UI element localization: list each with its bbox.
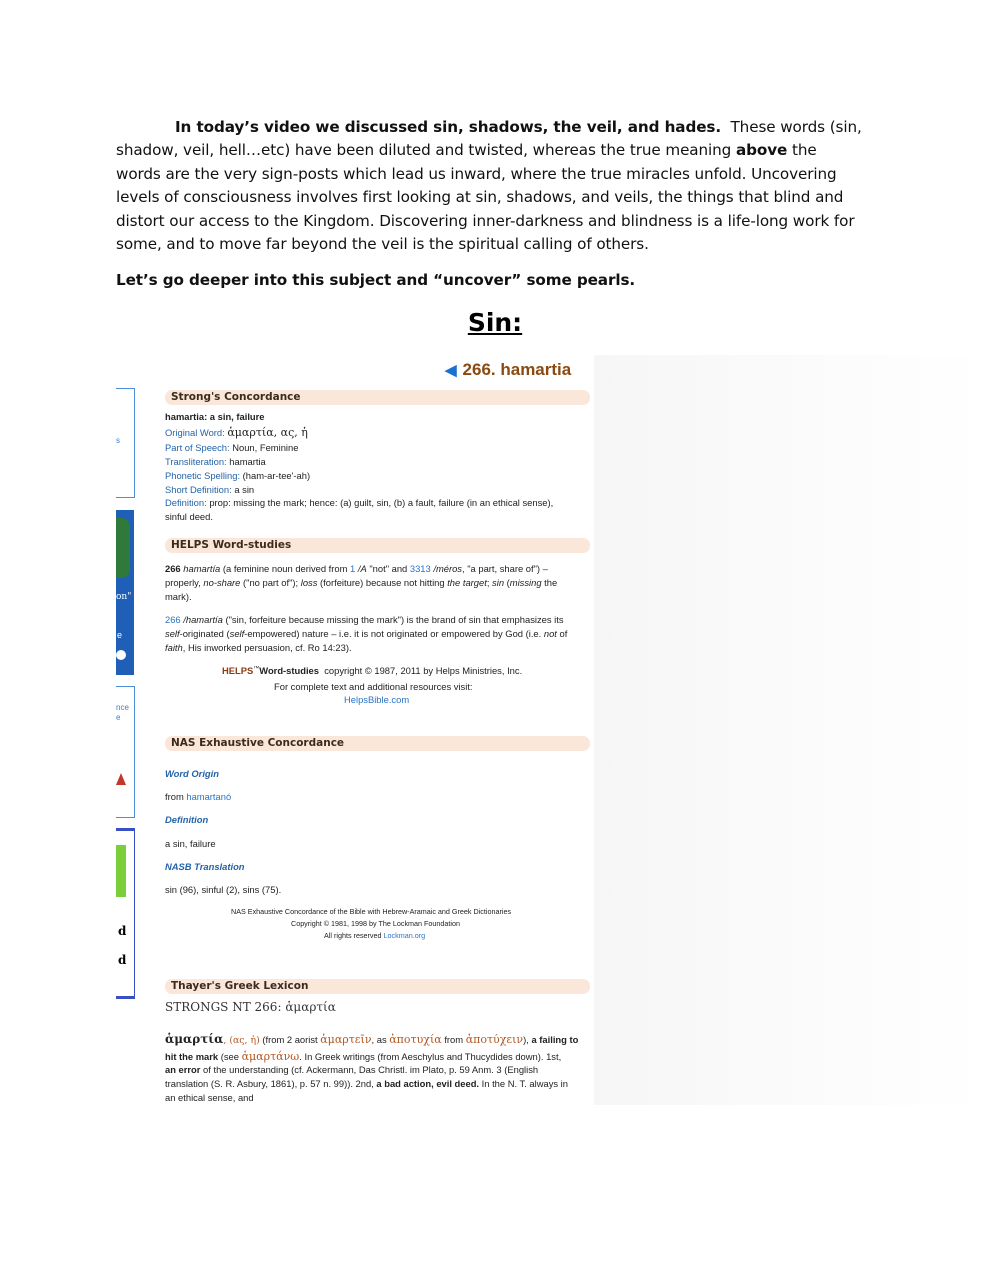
nas-credit-3: All rights reserved Lockman.org — [324, 931, 426, 940]
screenshot-sidebar — [116, 388, 135, 1013]
helps-copyright: HELPS™Word-studies copyright © 1987, 2011 by Helps Ministries, Inc. — [222, 665, 523, 676]
nas-nasb: sin (96), sinful (2), sins (75). — [165, 884, 282, 895]
intro-lead: In today’s video we discussed sin, shadows, the veil, and hades. — [175, 118, 722, 136]
sidebar-fragment: e — [116, 713, 121, 722]
section-heading: Sin: — [467, 308, 523, 337]
nas-word-origin-label: Word Origin — [165, 768, 219, 779]
sidebar-fragment: e — [117, 630, 123, 640]
helps-p1-line3: mark). — [165, 591, 192, 602]
strongs-header: Strong's Concordance — [165, 390, 590, 405]
thayer-header: Thayer's Greek Lexicon — [165, 979, 590, 994]
nas-credit-2: Copyright © 1981, 1998 by The Lockman Foundation — [291, 919, 460, 928]
nas-definition-label: Definition — [165, 814, 209, 825]
thayer-line-2: hit the mark (see ἁμαρτάνω. In Greek writings (from Aeschylus and Thucydides down). 1st, — [165, 1050, 562, 1063]
helps-p2-line2: self-originated (self-empowered) nature – i.e. it is not originated or empowered by God (i.e. not of — [165, 628, 568, 639]
thayer-line-4: translation (S. R. Asbury, 1861), p. 57 n. 99)). 2nd, a bad action, evil deed. In the N. T. always in — [165, 1078, 568, 1089]
entry-title-text: 266. hamartia — [462, 360, 572, 379]
strongs-original-word: Original Word: ἁμαρτία, ας, ἡ — [165, 426, 308, 439]
entry-title — [445, 360, 571, 380]
previous-arrow-icon[interactable]: ◀ — [445, 362, 457, 379]
intro-paragraph — [116, 116, 866, 256]
sidebar-fragment: nce — [116, 703, 129, 712]
nas-nasb-label: NASB Translation — [165, 861, 245, 872]
helps-p2-line3: faith, His inworked persuasion, cf. Ro 14:23). — [165, 642, 352, 653]
sidebar-fragment: s — [116, 436, 120, 445]
helps-p1-line2: properly, no-share ("no part of"); loss (forfeiture) because not hitting the target; sin (missing the — [165, 577, 558, 588]
thayer-strongs-line: STRONGS NT 266: ἁμαρτία — [165, 1000, 336, 1014]
strongs-headword: hamartia: a sin, failure — [165, 411, 265, 422]
strongs-translit: Transliteration: hamartia — [165, 456, 266, 467]
thayer-line-3: an error of the understanding (cf. Ackermann, Das Christl. im Plato, p. 59 Anm. 3 (English — [165, 1064, 539, 1075]
thayer-line-1: ἁμαρτία, (ας, ἡ) (from 2 aorist ἁμαρτεῖν, as ἀποτυχία from ἀποτύχειν), a failing to — [165, 1032, 579, 1046]
helps-complete-text: For complete text and additional resources visit: — [274, 681, 473, 692]
sidebar-box-2 — [116, 686, 135, 818]
subhead — [116, 269, 866, 292]
intro-above: above — [735, 141, 788, 160]
sidebar-fragment: on" — [116, 592, 132, 602]
lockman-link[interactable]: Lockman.org — [383, 931, 426, 940]
sidebar-fragment: d — [118, 924, 127, 938]
nas-word-origin: from hamartanó — [165, 791, 232, 802]
strongs-def: Definition: prop: missing the mark; hence: (a) guilt, sin, (b) a fault, failure (in an ethical sense), — [165, 497, 554, 508]
helps-p1-line1: 266 hamartía (a feminine noun derived from 1 /A "not" and 3313 /méros, "a part, share of") – — [165, 563, 548, 574]
helps-header: HELPS Word-studies — [165, 538, 590, 553]
nas-definition: a sin, failure — [165, 838, 216, 849]
intro-text-2: the words are the very sign-posts which lead us inward, where the true miracles unfold. Uncovering levels of consciousness involves first looking at sin, shadows, and veils, the things that blind and distort our access to the Kingdom. Discovering inner-darkness and blindness is a life-long work for some, and to move far beyond the veil is the spiritual calling of others. — [116, 141, 855, 254]
sidebar-ad-panel — [116, 510, 134, 675]
sidebar-fragment: d — [118, 953, 127, 967]
intro-text-1: These words (sin, shadow, veil, hell…etc) have been diluted and twisted, whereas the true meaning — [116, 118, 862, 160]
thayer-line-5: an ethical sense, and — [165, 1092, 254, 1103]
nas-credit-1: NAS Exhaustive Concordance of the Bible with Hebrew-Aramaic and Greek Dictionaries — [231, 907, 512, 916]
nas-header: NAS Exhaustive Concordance — [165, 736, 590, 751]
strongs-phonetic: Phonetic Spelling: (ham-ar-tee'-ah) — [165, 470, 311, 481]
sidebar-box-3 — [116, 828, 135, 999]
subhead-text: Let’s go deeper into this subject and “uncover” some pearls. — [116, 271, 636, 289]
screenshot-shadow — [594, 355, 990, 1105]
helps-link[interactable]: HelpsBible.com — [344, 694, 410, 705]
helps-p2-line1: 266 /hamartía ("sin, forfeiture because missing the mark") is the brand of sin that emphasizes its — [165, 614, 564, 625]
strongs-short-def: Short Definition: a sin — [165, 484, 255, 495]
strongs-pos: Part of Speech: Noun, Feminine — [165, 442, 299, 453]
hamartano-link[interactable]: hamartanó — [186, 791, 232, 802]
strongs-def-cont: sinful deed. — [165, 511, 213, 522]
